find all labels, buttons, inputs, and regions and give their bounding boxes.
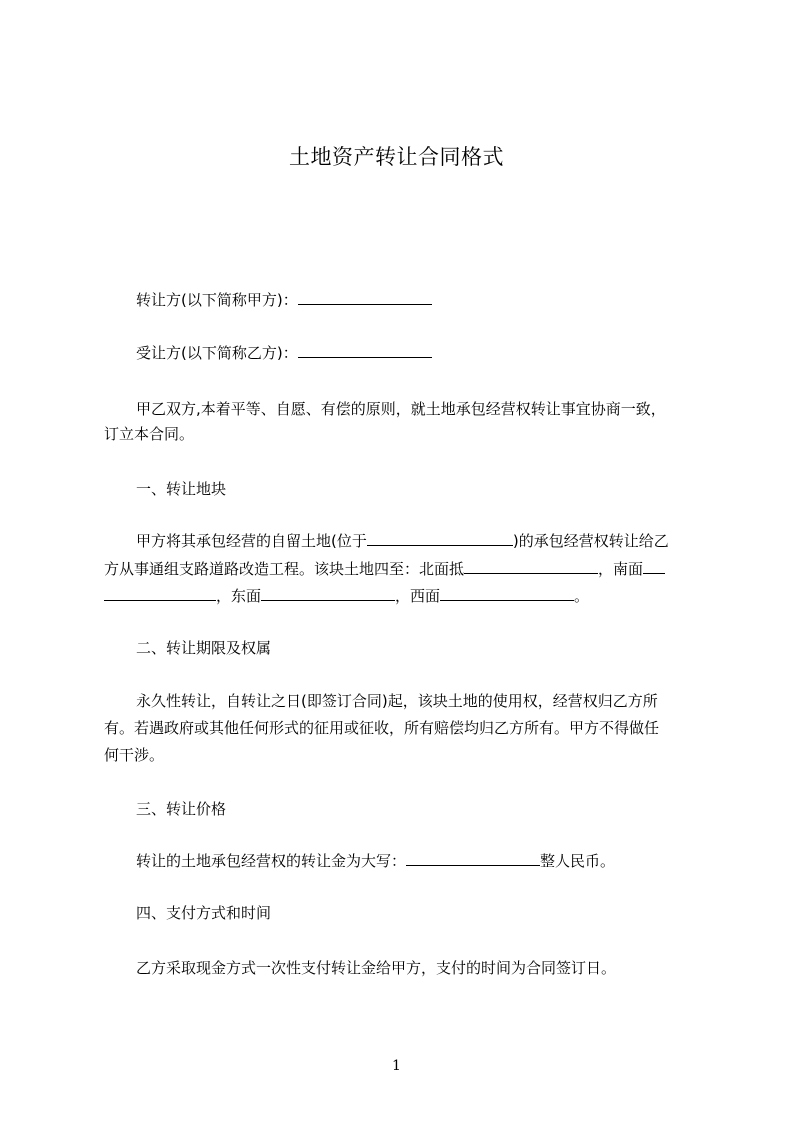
north-boundary-blank (464, 558, 598, 574)
transferee-blank (298, 342, 432, 358)
west-boundary-blank (440, 585, 574, 601)
land-location-blank (367, 530, 513, 546)
intro-line-2: 订立本合同。 (104, 425, 195, 443)
s1-line2-text-b: ，南面 (598, 560, 644, 578)
section-2-line-1: 永久性转让，自转让之日(即签订合同)起，该块土地的使用权，经营权归乙方所 (136, 692, 658, 710)
price-blank (406, 850, 540, 866)
east-boundary-blank (261, 585, 395, 601)
south-boundary-blank-start (643, 558, 665, 574)
s1-line1-text-b: )的承包经营权转让给乙 (512, 532, 669, 550)
section-3-line-1 (136, 850, 615, 872)
section-4-line-1: 乙方采取现金方式一次性支付转让金给甲方，支付的时间为合同签订日。 (136, 959, 617, 977)
transferee-line (136, 342, 432, 364)
transferee-label: 受让方(以下简称乙方)： (136, 344, 298, 362)
section-1-line-2 (104, 558, 665, 580)
section-3-heading: 三、转让价格 (136, 800, 227, 818)
intro-line-1: 甲乙双方,本着平等、自愿、有偿的原则，就土地承包经营权转让事宜协商一致， (136, 400, 666, 418)
section-2-line-2: 有。若遇政府或其他任何形式的征用或征收，所有赔偿均归乙方所有。甲方不得做任 (104, 719, 660, 737)
section-4-heading: 四、支付方式和时间 (136, 904, 272, 922)
transferor-label: 转让方(以下简称甲方)： (136, 291, 298, 309)
section-2-line-3: 何干涉。 (104, 746, 165, 764)
s3-line1-text-a: 转让的土地承包经营权的转让金为大写： (136, 852, 407, 870)
transferor-blank (298, 289, 432, 305)
s1-line2-text-a: 方从事通组支路道路改造工程。该块土地四至：北面抵 (104, 560, 465, 578)
s1-line3-text-a: ，东面 (216, 587, 262, 605)
section-2-heading: 二、转让期限及权属 (136, 639, 272, 657)
transferor-line (136, 289, 432, 311)
section-1-line-3 (104, 585, 589, 607)
south-boundary-blank (104, 585, 216, 601)
page-number: 1 (392, 1058, 401, 1074)
s1-line1-text-a: 甲方将其承包经营的自留土地(位于 (136, 532, 367, 550)
s3-line1-text-b: 整人民币。 (540, 852, 616, 870)
section-1-line-1 (136, 530, 669, 552)
s1-line3-text-b: ，西面 (395, 587, 441, 605)
section-1-heading: 一、转让地块 (136, 480, 227, 498)
s1-line3-text-c: 。 (574, 587, 590, 605)
document-title: 土地资产转让合同格式 (289, 145, 504, 169)
